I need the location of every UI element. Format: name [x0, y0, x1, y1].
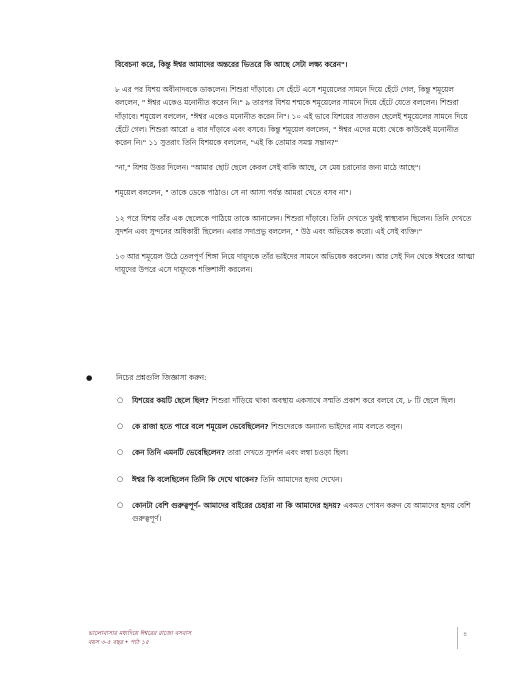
footer-lesson-info: বয়স ৩-৫ বছর • পাঠ ১৫ [88, 639, 149, 646]
footer-series-title: ভালোবাসার মধ্যদিয়ে ঈশ্বরের রাজ্যে বসবাস [88, 630, 192, 637]
page-number: ৪ [463, 630, 468, 638]
answer-text: শিশুরা দাঁড়িয়ে থাকা অবস্থায় একসাথে সম্মতি প্রকাশ করে বলবে যে, ৮ টি ছেলে ছিল। [208, 396, 456, 405]
paragraph-5: ১২ পরে যিশয় তাঁর এক ছেলেকে পাঠিয়ে তাকে আনালেন। শিশুরা দাঁড়াবে। তিনি দেখতে খুবই স্বাস্থ্যবান ছিলেন। তিনি দেখতে সুদর্শন এবং সুন্দনের অধিকারী ছিলেন। এবার সদাপ্রভু বললেন, " উঠ এবং অভিষেক করো। এই সেই ব্যক্তি।" [115, 213, 472, 236]
paragraph-3: "না," যিশয় উত্তর দিলেন। "আমার ছোট ছেলে কেবল সেই বাকি আছে, সে মেষ চরানোর জন্য মাঠে আছে"। [115, 163, 421, 173]
question-text: যিশয়ের কয়টি ছেলে ছিল? [132, 396, 209, 405]
footer-divider [457, 627, 458, 649]
answer-text: তিনি আমাদের হৃদয় দেখেন। [258, 474, 343, 484]
question-text: কে রাজা হতে পারে বলে শমূয়েল ভেবেছিলেন? [132, 422, 269, 432]
question-item [86, 446, 478, 459]
paragraph-6: ১৩ আর শমূয়েল উঠে তেলপূর্ণ শিঙ্গা নিয়ে দায়ূদকে তাঁর ভাইদের সামনে অভিষেক করলেন। আর সেই দিন থেকে ঈশ্বরের আত্মা দায়ূদের উপরে এসে দায়ূদকে শক্তিশালী করলেন। [115, 252, 475, 275]
questions-section [86, 371, 478, 538]
question-list [86, 394, 478, 525]
question-item [86, 394, 478, 407]
paragraph-1: বিবেচনা করে, কিন্তু ঈশ্বর আমাদের অন্তরের ভিতরে কি আছে সেটা লক্ষ্য করেন"। [115, 60, 348, 69]
paragraph-4: শমূয়েল বললেন, " তাকে ডেকে পাঠাও। সে না আসা পর্যন্ত আমরা খেতে বসব না"। [115, 188, 352, 198]
bullet-dot-icon: ● [86, 373, 93, 382]
question-item [86, 473, 478, 486]
circle-marker-icon: ○ [117, 500, 124, 509]
question-item [86, 499, 478, 525]
question-text: কেন তিনি এমনটি ভেবেছিলেন? [132, 448, 225, 458]
circle-marker-icon: ○ [117, 448, 124, 457]
question-text: ঈশ্বর কি বলেছিলেন তিনি কি দেখে থাকেন? [132, 474, 259, 484]
circle-marker-icon: ○ [117, 422, 124, 431]
answer-text: শিশুদেরকে অন্যান্য ভাইদের নাম বলতে বলুন। [268, 422, 403, 432]
bullet-item [86, 371, 478, 384]
paragraph-2: ৮ এর পর যিশয় অবীনাদবকে ডাকলেন। শিশুরা দাঁড়াবে। সে হেঁটে এসে শমূয়েলের সামনে দিয়ে হেঁটে গেল, কিন্তু শমূয়েল বললেন, " ঈশ্বর একেও মনোনীত করেন নি।" ৯ তারপর যিশয় শম্মকে শমূয়েলের সামনে দিয়ে হেঁটে যেতে বললেন। শিশুরা দাঁড়াবে। শমূয়েল বললেন, "ঈশ্বর একেও মনোনীত করেন নি"। ১০ এই ভাবে যিশয়ের সাতজন ছেলেই শমূয়েলের সামনে দিয়ে হেঁটে গেল। শিশুরা আরো ৪ বার দাঁড়াবে এবং বসবে। কিন্তু শমূয়েল বললেন, " ঈশ্বর এদের মধ্যে থেকে কাউকেই মনোনীত করেন নি।" ১১ সুতরাং তিনি যিশয়কে বললেন, "এই কি তোমার সমস্ত সন্তান?" [115, 85, 468, 148]
answer-text: তারা দেখতে সুদর্শন এবং লম্বা চওড়া ছিল। [224, 448, 349, 458]
answer-text: একমত পোষন করুন যে আমাদের হৃদয় বেশি গুরুত্বপূর্ণ। [132, 500, 471, 524]
page-footer [88, 629, 448, 647]
question-text: কোনটা বেশি গুরুত্বপূর্ণ- আমাদের বাইরের চেহারা না কি আমাদের হৃদয়? [132, 500, 341, 510]
story-content [115, 58, 477, 288]
question-item [86, 420, 478, 433]
bullet-text: নিচের প্রশ্নগুলি জিজ্ঞাসা করুন: [116, 373, 207, 382]
circle-marker-icon: ○ [117, 396, 124, 404]
circle-marker-icon: ○ [117, 474, 124, 483]
